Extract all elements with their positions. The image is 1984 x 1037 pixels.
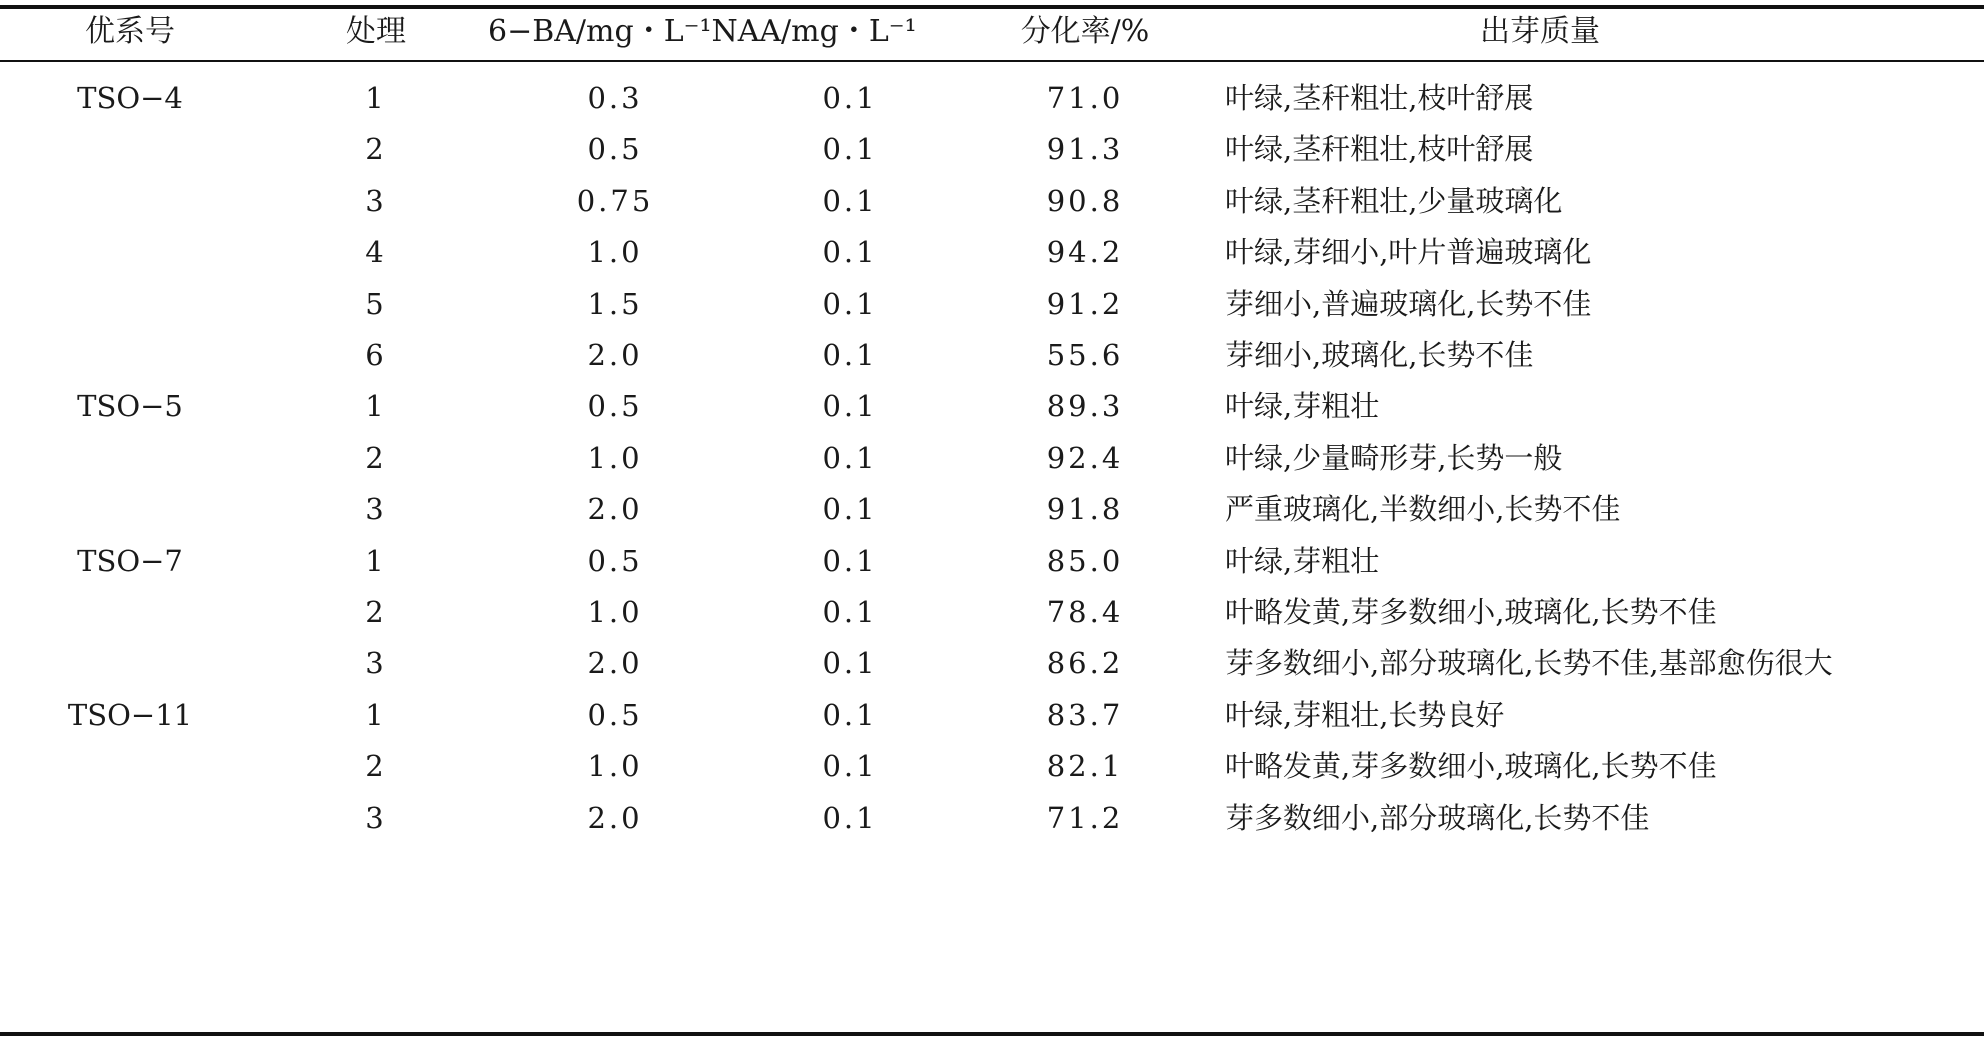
naa-cell: 0.1 <box>822 440 878 475</box>
ba-cell: 2.0 <box>587 800 643 835</box>
ba-cell: 1.0 <box>587 595 643 629</box>
naa-cell: 0.1 <box>822 389 878 424</box>
header-ba-naa: 6−BA/mg・L⁻¹NAA/mg・L⁻¹ <box>488 14 917 49</box>
rate-cell: 86.2 <box>1046 646 1124 681</box>
table-header-row <box>0 0 1984 64</box>
treatment-cell: 4 <box>365 235 387 270</box>
naa-cell: 0.1 <box>822 646 878 681</box>
rate-cell: 92.4 <box>1046 440 1124 475</box>
treatment-cell: 3 <box>365 646 387 681</box>
treatment-cell: 3 <box>365 492 387 527</box>
line-cell: TSO−7 <box>77 543 183 578</box>
ba-cell: 2.0 <box>587 492 643 527</box>
treatment-cell: 1 <box>365 697 387 732</box>
quality-cell: 叶绿,少量畸形芽,长势一般 <box>1225 440 1563 475</box>
quality-cell: 叶略发黄,芽多数细小,玻璃化,长势不佳 <box>1225 595 1717 629</box>
quality-cell: 叶绿,茎秆粗壮,少量玻璃化 <box>1225 183 1563 218</box>
treatment-cell: 5 <box>365 286 387 321</box>
header-rate: 分化率/% <box>1020 14 1150 49</box>
ba-cell: 0.5 <box>587 543 643 578</box>
treatment-cell: 2 <box>365 595 387 629</box>
ba-cell: 0.75 <box>576 183 654 218</box>
line-cell: TSO−4 <box>77 81 183 115</box>
ba-cell: 2.0 <box>587 646 643 681</box>
line-cell: TSO−11 <box>67 697 193 732</box>
quality-cell: 芽细小,普遍玻璃化,长势不佳 <box>1225 286 1592 321</box>
ba-cell: 0.5 <box>587 389 643 424</box>
naa-cell: 0.1 <box>822 800 878 835</box>
naa-cell: 0.1 <box>822 338 878 372</box>
rate-cell: 94.2 <box>1046 235 1124 270</box>
rate-cell: 71.0 <box>1046 81 1124 115</box>
naa-cell: 0.1 <box>822 595 878 629</box>
ba-cell: 1.0 <box>587 749 643 784</box>
treatment-cell: 3 <box>365 800 387 835</box>
rate-cell: 71.2 <box>1046 800 1124 835</box>
treatment-cell: 1 <box>365 81 387 115</box>
rate-cell: 91.8 <box>1046 492 1124 527</box>
ba-cell: 1.0 <box>587 440 643 475</box>
rate-cell: 82.1 <box>1046 749 1124 784</box>
header-rule <box>0 60 1984 62</box>
treatment-cell: 6 <box>365 338 387 372</box>
quality-cell: 叶绿,芽细小,叶片普遍玻璃化 <box>1225 235 1592 270</box>
treatment-cell: 1 <box>365 543 387 578</box>
ba-cell: 1.0 <box>587 235 643 270</box>
treatment-cell: 1 <box>365 389 387 424</box>
treatment-cell: 2 <box>365 749 387 784</box>
rate-cell: 89.3 <box>1046 389 1124 424</box>
rate-cell: 91.2 <box>1046 286 1124 321</box>
naa-cell: 0.1 <box>822 235 878 270</box>
header-line: 优系号 <box>85 14 175 49</box>
quality-cell: 叶略发黄,芽多数细小,玻璃化,长势不佳 <box>1225 749 1717 784</box>
quality-cell: 严重玻璃化,半数细小,长势不佳 <box>1225 492 1621 527</box>
quality-cell: 叶绿,芽粗壮 <box>1225 389 1380 424</box>
rate-cell: 83.7 <box>1046 697 1124 732</box>
quality-cell: 叶绿,芽粗壮,长势良好 <box>1225 697 1505 732</box>
naa-cell: 0.1 <box>822 492 878 527</box>
naa-cell: 0.1 <box>822 286 878 321</box>
treatment-cell: 2 <box>365 440 387 475</box>
quality-cell: 芽细小,玻璃化,长势不佳 <box>1225 338 1534 372</box>
line-cell <box>20 786 240 850</box>
naa-cell: 0.1 <box>822 132 878 167</box>
table-row <box>0 786 1984 850</box>
quality-cell: 芽多数细小,部分玻璃化,长势不佳,基部愈伤很大 <box>1225 646 1833 681</box>
treatment-cell: 2 <box>365 132 387 167</box>
header-quality: 出芽质量 <box>1480 14 1600 49</box>
rate-cell: 91.3 <box>1046 132 1124 167</box>
line-cell: TSO−5 <box>77 389 183 424</box>
naa-cell: 0.1 <box>822 697 878 732</box>
ba-cell: 2.0 <box>587 338 643 372</box>
quality-cell: 芽多数细小,部分玻璃化,长势不佳 <box>1225 800 1650 835</box>
ba-cell: 1.5 <box>587 286 643 321</box>
ba-cell: 0.5 <box>587 132 643 167</box>
ba-cell: 0.3 <box>587 81 643 115</box>
treatment-cell: 3 <box>365 183 387 218</box>
rate-cell: 85.0 <box>1046 543 1124 578</box>
bottom-rule <box>0 1032 1984 1036</box>
ba-cell: 0.5 <box>587 697 643 732</box>
rate-cell: 78.4 <box>1046 595 1124 629</box>
rate-cell: 90.8 <box>1046 183 1124 218</box>
quality-cell: 叶绿,茎秆粗壮,枝叶舒展 <box>1225 132 1534 167</box>
header-treatment: 处理 <box>346 14 406 49</box>
naa-cell: 0.1 <box>822 81 878 115</box>
naa-cell: 0.1 <box>822 543 878 578</box>
rate-cell: 55.6 <box>1046 338 1124 372</box>
quality-cell: 叶绿,芽粗壮 <box>1225 543 1380 578</box>
naa-cell: 0.1 <box>822 749 878 784</box>
quality-cell: 叶绿,茎秆粗壮,枝叶舒展 <box>1225 81 1534 115</box>
naa-cell: 0.1 <box>822 183 878 218</box>
